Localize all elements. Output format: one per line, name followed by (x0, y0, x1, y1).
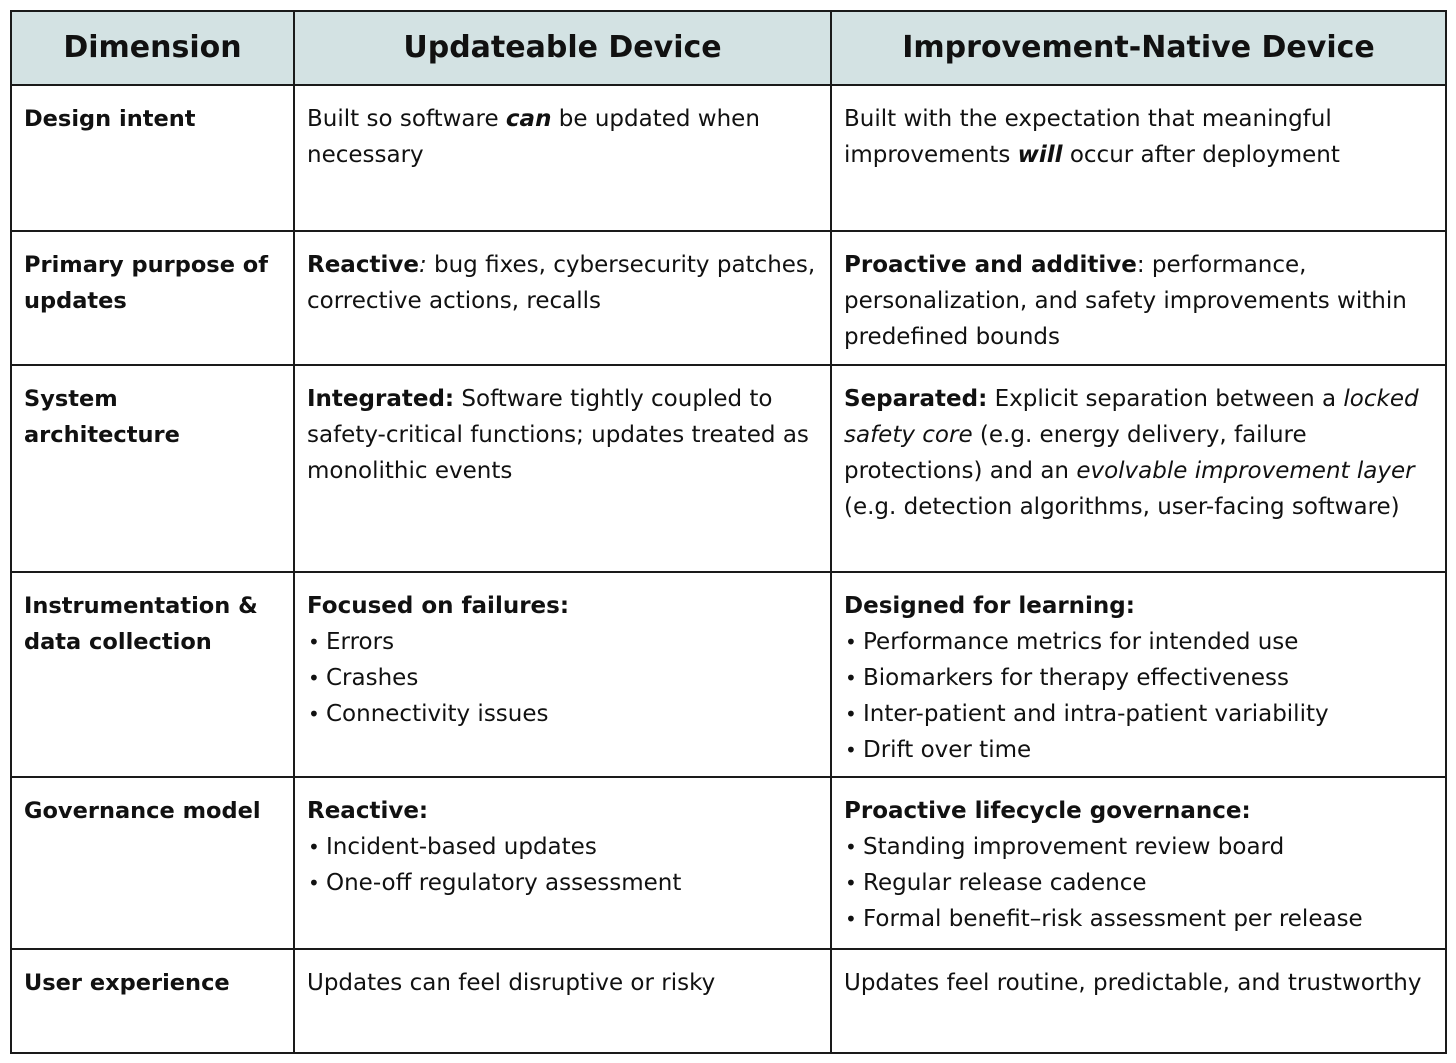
list-item: • Errors (307, 624, 818, 660)
lead-text: Focused on failures: (307, 593, 570, 619)
list-item: • Regular release cadence (844, 865, 1433, 901)
lead-text: Proactive and additive (844, 252, 1137, 278)
row-label-design-intent: Design intent (12, 86, 295, 232)
list-item: • Performance metrics for intended use (844, 624, 1433, 660)
text: bug fixes, cybersecurity patches, corrective actions, recalls (307, 252, 816, 314)
text: Built with the expectation that meaningful improvements (844, 106, 1332, 168)
emphasis: will (1017, 142, 1063, 168)
cell-system-architecture-native (832, 366, 1445, 573)
text: occur after deployment (1062, 142, 1340, 168)
list-item: • One-off regulatory assessment (307, 865, 818, 901)
cell-primary-purpose-updateable (295, 232, 832, 366)
cell-design-intent-native (832, 86, 1445, 232)
cell-instrumentation-updateable (295, 573, 832, 778)
text: Built so software (307, 106, 506, 132)
lead-text: Designed for learning: (844, 593, 1135, 619)
emphasis: evolvable improvement layer (1076, 458, 1415, 484)
bullet-list (844, 624, 1433, 768)
emphasis: locked safety core (844, 386, 1419, 448)
list-item: • Formal benefit–risk assessment per release (844, 901, 1433, 937)
text: (e.g. detection algorithms, user-facing software) (844, 494, 1400, 520)
list-item: • Biomarkers for therapy effectiveness (844, 660, 1433, 696)
lead-text: Reactive (307, 252, 419, 278)
cell-user-experience-updateable: Updates can feel disruptive or risky (295, 950, 832, 1052)
list-item: • Standing improvement review board (844, 829, 1433, 865)
cell-primary-purpose-native (832, 232, 1445, 366)
lead-text: Proactive lifecycle governance: (844, 798, 1251, 824)
row-label-governance-model: Governance model (12, 778, 295, 950)
text: be updated when necessary (307, 106, 760, 168)
text: Explicit separation between a (987, 386, 1344, 412)
bullet-list (307, 829, 818, 901)
list-item: • Incident-based updates (307, 829, 818, 865)
cell-instrumentation-native (832, 573, 1445, 778)
lead-text: Integrated: (307, 386, 455, 412)
row-label-user-experience: User experience (12, 950, 295, 1052)
bullet-list (307, 624, 818, 732)
cell-user-experience-native: Updates feel routine, predictable, and trustworthy (844, 970, 1422, 996)
header-improvement-native-device: Improvement-Native Device (832, 12, 1445, 86)
cell-system-architecture-updateable (295, 366, 832, 573)
row-label-system-architecture: System architecture (12, 366, 295, 573)
list-item: • Drift over time (844, 732, 1433, 768)
text: : performance, personalization, and safety improvements within predefined bounds (844, 252, 1407, 350)
cell-design-intent-updateable (295, 86, 832, 232)
lead-text: Separated: (844, 386, 988, 412)
row-label-primary-purpose: Primary purpose of updates (12, 232, 295, 366)
cell-governance-native (832, 778, 1445, 950)
row-label-instrumentation: Instrumentation & data collection (12, 573, 295, 778)
list-item: • Connectivity issues (307, 696, 818, 732)
header-updateable-device: Updateable Device (295, 12, 832, 86)
bullet-list (844, 829, 1433, 937)
text: (e.g. energy delivery, failure protections) and an (844, 422, 1307, 484)
cell-governance-updateable (295, 778, 832, 950)
comparison-table (10, 10, 1447, 1054)
list-item: • Inter-patient and intra-patient variability (844, 696, 1433, 732)
header-dimension: Dimension (12, 12, 295, 86)
lead-text: Reactive: (307, 798, 429, 824)
list-item: • Crashes (307, 660, 818, 696)
emphasis: can (505, 106, 552, 132)
colon: : (418, 252, 427, 278)
text: Software tightly coupled to safety-critical functions; updates treated as monolithic events (307, 386, 809, 484)
